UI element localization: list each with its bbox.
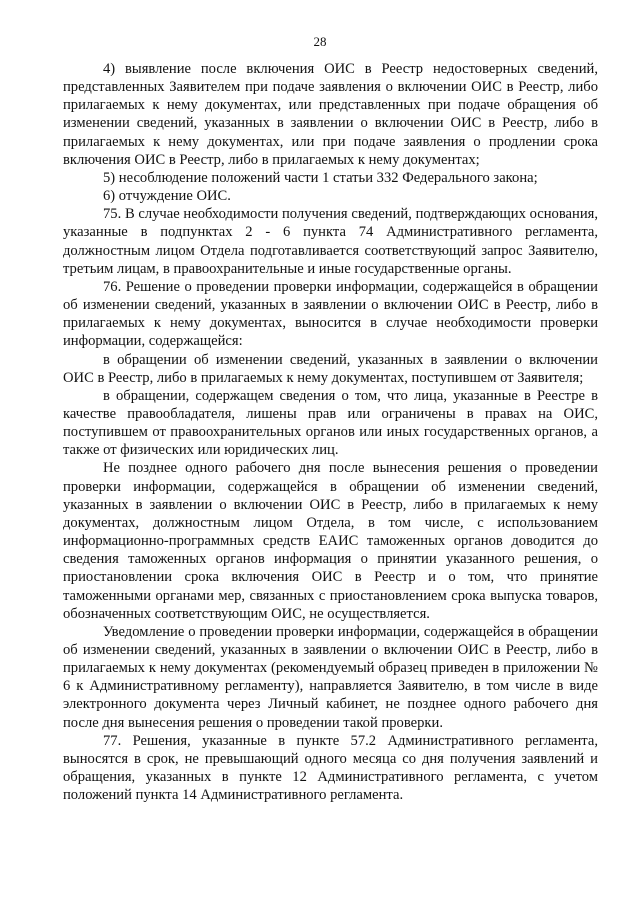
paragraph-deadline-notice: Не позднее одного рабочего дня после вынесения решения о проведении проверки информации, содержащейся в обращении об изменении сведений, указанных в заявлении о включении ОИС в Реестр, либо в прилагаемых к нему документах, должностным лицом Отдела, в том числе, с использованием информационно-программных средств ЕАИС таможенных органов доводится до сведения таможенных органов информация о принятии указанного решения, о приостановлении срока включения ОИС в Реестр и о том, что принятие таможенными органами мер, связанных с приостановлением срока выпуска товаров, обозначенных соответствующим ОИС, не осуществляется. bbox=[63, 460, 598, 622]
paragraph-76-case-applicant: в обращении об изменении сведений, указанных в заявлении о включении ОИС в Реестр, либо в прилагаемых к нему документах, поступившем от Заявителя; bbox=[63, 351, 598, 386]
paragraph-notification: Уведомление о проведении проверки информации, содержащейся в обращении об изменении сведений, указанных в заявлении о включении ОИС в Реестр, либо в прилагаемых к нему документах (рекомендуемый образец приведен в приложении № 6 к Административному регламенту), направляется Заявителю, в том числе в виде электронного документа через Личный кабинет, не позднее одного рабочего дня после дня вынесения решения о проведении такой проверки. bbox=[63, 623, 598, 731]
paragraph-76: 76. Решение о проведении проверки информации, содержащейся в обращении об изменении сведений, указанных в заявлении о включении ОИС в Реестр, либо в прилагаемых к нему документах, выносится в случае необходимости проверки информации, содержащейся: bbox=[63, 278, 598, 350]
page-number: 28 bbox=[313, 34, 327, 49]
document-body bbox=[63, 60, 598, 804]
paragraph-item-4: 4) выявление после включения ОИС в Реестр недостоверных сведений, представленных Заявителем при подаче заявления о включении ОИС в Реестр, либо прилагаемых к нему документах, или представленных при подаче обращения об изменении сведений, указанных в заявлении о включении ОИС в Реестр, либо в прилагаемых к нему документах, или при подаче заявления о продлении срока включения ОИС в Реестр, либо в прилагаемых к нему документах; bbox=[63, 61, 598, 168]
paragraph-item-5: 5) несоблюдение положений части 1 статьи 332 Федерального закона; bbox=[103, 169, 538, 186]
paragraph-77: 77. Решения, указанные в пункте 57.2 Административного регламента, выносятся в срок, не превышающий одного месяца со дня получения заявлений и обращения, указанных в пункте 12 Административного регламента, с учетом положений пункта 14 Административного регламента. bbox=[63, 732, 598, 804]
paragraph-76-case-authorities: в обращении, содержащем сведения о том, что лица, указанные в Реестре в качестве правообладателя, лишены прав или ограничены в правах на ОИС, поступившем от правоохранительных органов или иных государственных органов, а также от физических или юридических лиц. bbox=[63, 387, 598, 459]
paragraph-75: 75. В случае необходимости получения сведений, подтверждающих основания, указанные в подпунктах 2 - 6 пункта 74 Административного регламента, должностным лицом Отдела подготавливается соответствующий запрос Заявителю, третьим лицам, в правоохранительные и иные государственные органы. bbox=[63, 206, 598, 277]
paragraph-item-6: 6) отчуждение ОИС. bbox=[103, 188, 231, 205]
